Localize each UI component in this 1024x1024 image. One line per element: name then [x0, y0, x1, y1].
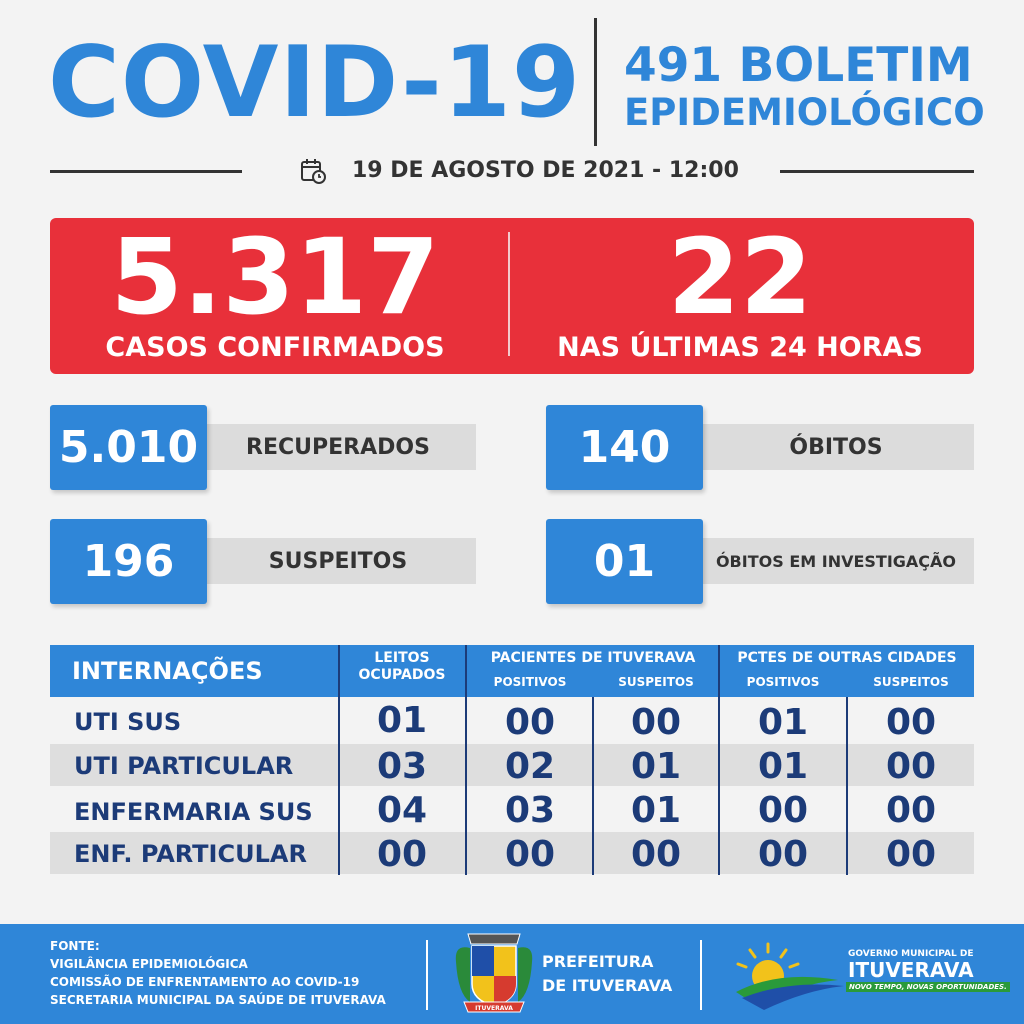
- source-label: FONTE:: [50, 939, 100, 953]
- sub-suspected-1: SUSPEITOS: [594, 674, 718, 690]
- footer-divider: [700, 940, 702, 1010]
- cell-beds: 01: [376, 700, 428, 741]
- table-title: INTERNAÇÕES: [72, 657, 263, 685]
- deaths-investigation-value: 01: [546, 519, 703, 604]
- prefeitura-line1: PREFEITURA: [542, 952, 654, 971]
- recovered-value: 5.010: [50, 405, 207, 490]
- cell-other-pos: 01: [757, 702, 809, 743]
- title-divider: [594, 18, 597, 146]
- bulletin-subtitle: EPIDEMIOLÓGICO: [624, 91, 985, 134]
- gov-name: ITUVERAVA: [848, 958, 974, 982]
- row-label: UTI SUS: [74, 708, 182, 736]
- col-beds-line1: LEITOS: [340, 650, 464, 667]
- cell-ituv-susp: 01: [630, 790, 682, 831]
- recovered-label: RECUPERADOS: [200, 424, 476, 470]
- sub-positive-2: POSITIVOS: [720, 674, 846, 690]
- deaths-label: ÓBITOS: [698, 424, 974, 470]
- gov-small-text: GOVERNO MUNICIPAL DE: [848, 949, 974, 959]
- cell-other-susp: 00: [885, 834, 937, 875]
- source-line: SECRETARIA MUNICIPAL DA SAÚDE DE ITUVERAVA: [50, 993, 386, 1007]
- suspected-label: SUSPEITOS: [200, 538, 476, 584]
- gov-slogan: NOVO TEMPO, NOVAS OPORTUNIDADES.: [846, 982, 1010, 992]
- row-label: ENF. PARTICULAR: [74, 840, 307, 868]
- cell-ituv-susp: 00: [630, 702, 682, 743]
- bulletin-number: 491 BOLETIM: [624, 38, 973, 93]
- footer-divider: [426, 940, 428, 1010]
- cell-other-pos: 00: [757, 834, 809, 875]
- calendar-clock-icon: [300, 158, 326, 184]
- group-ituverava: PACIENTES DE ITUVERAVA: [468, 649, 718, 667]
- cell-other-susp: 00: [885, 746, 937, 787]
- row-label: ENFERMARIA SUS: [74, 798, 313, 826]
- last-24h-label: NAS ÚLTIMAS 24 HORAS: [557, 332, 923, 363]
- cell-other-pos: 00: [757, 790, 809, 831]
- source-line: COMISSÃO DE ENFRENTAMENTO AO COVID-19: [50, 975, 360, 989]
- col-beds-line2: OCUPADOS: [340, 667, 464, 684]
- ituverava-coat-of-arms-logo: [454, 932, 534, 1016]
- cell-ituv-pos: 00: [504, 834, 556, 875]
- confirmed-cases-label: CASOS CONFIRMADOS: [105, 332, 445, 363]
- cell-ituv-susp: 00: [630, 834, 682, 875]
- government-sun-logo: [728, 940, 848, 1012]
- cell-ituv-pos: 00: [504, 702, 556, 743]
- cell-beds: 04: [376, 790, 428, 831]
- confirmed-cases-value: 5.317: [110, 216, 440, 338]
- deaths-investigation-label: ÓBITOS EM INVESTIGAÇÃO: [698, 538, 974, 584]
- sub-positive-1: POSITIVOS: [468, 674, 592, 690]
- cell-other-susp: 00: [885, 790, 937, 831]
- date-rule-left: [50, 170, 242, 173]
- cell-ituv-pos: 03: [504, 790, 556, 831]
- sub-suspected-2: SUSPEITOS: [848, 674, 974, 690]
- row-label: UTI PARTICULAR: [74, 752, 294, 780]
- bulletin-date: 19 DE AGOSTO DE 2021 - 12:00: [352, 158, 739, 183]
- group-other-cities: PCTES DE OUTRAS CIDADES: [720, 649, 974, 667]
- prefeitura-line2: DE ITUVERAVA: [542, 976, 673, 995]
- last-24h-value: 22: [667, 216, 813, 338]
- suspected-value: 196: [50, 519, 207, 604]
- cell-other-susp: 00: [885, 702, 937, 743]
- cell-beds: 03: [376, 746, 428, 787]
- cell-other-pos: 01: [757, 746, 809, 787]
- seal-text: ITUVERAVA: [475, 1005, 513, 1012]
- deaths-value: 140: [546, 405, 703, 490]
- page-title: COVID-19: [48, 26, 582, 140]
- cell-ituv-susp: 01: [630, 746, 682, 787]
- table-divider: [465, 645, 467, 875]
- cell-beds: 00: [376, 834, 428, 875]
- banner-divider: [508, 232, 510, 356]
- source-line: VIGILÂNCIA EPIDEMIOLÓGICA: [50, 957, 248, 971]
- date-rule-right: [780, 170, 974, 173]
- cell-ituv-pos: 02: [504, 746, 556, 787]
